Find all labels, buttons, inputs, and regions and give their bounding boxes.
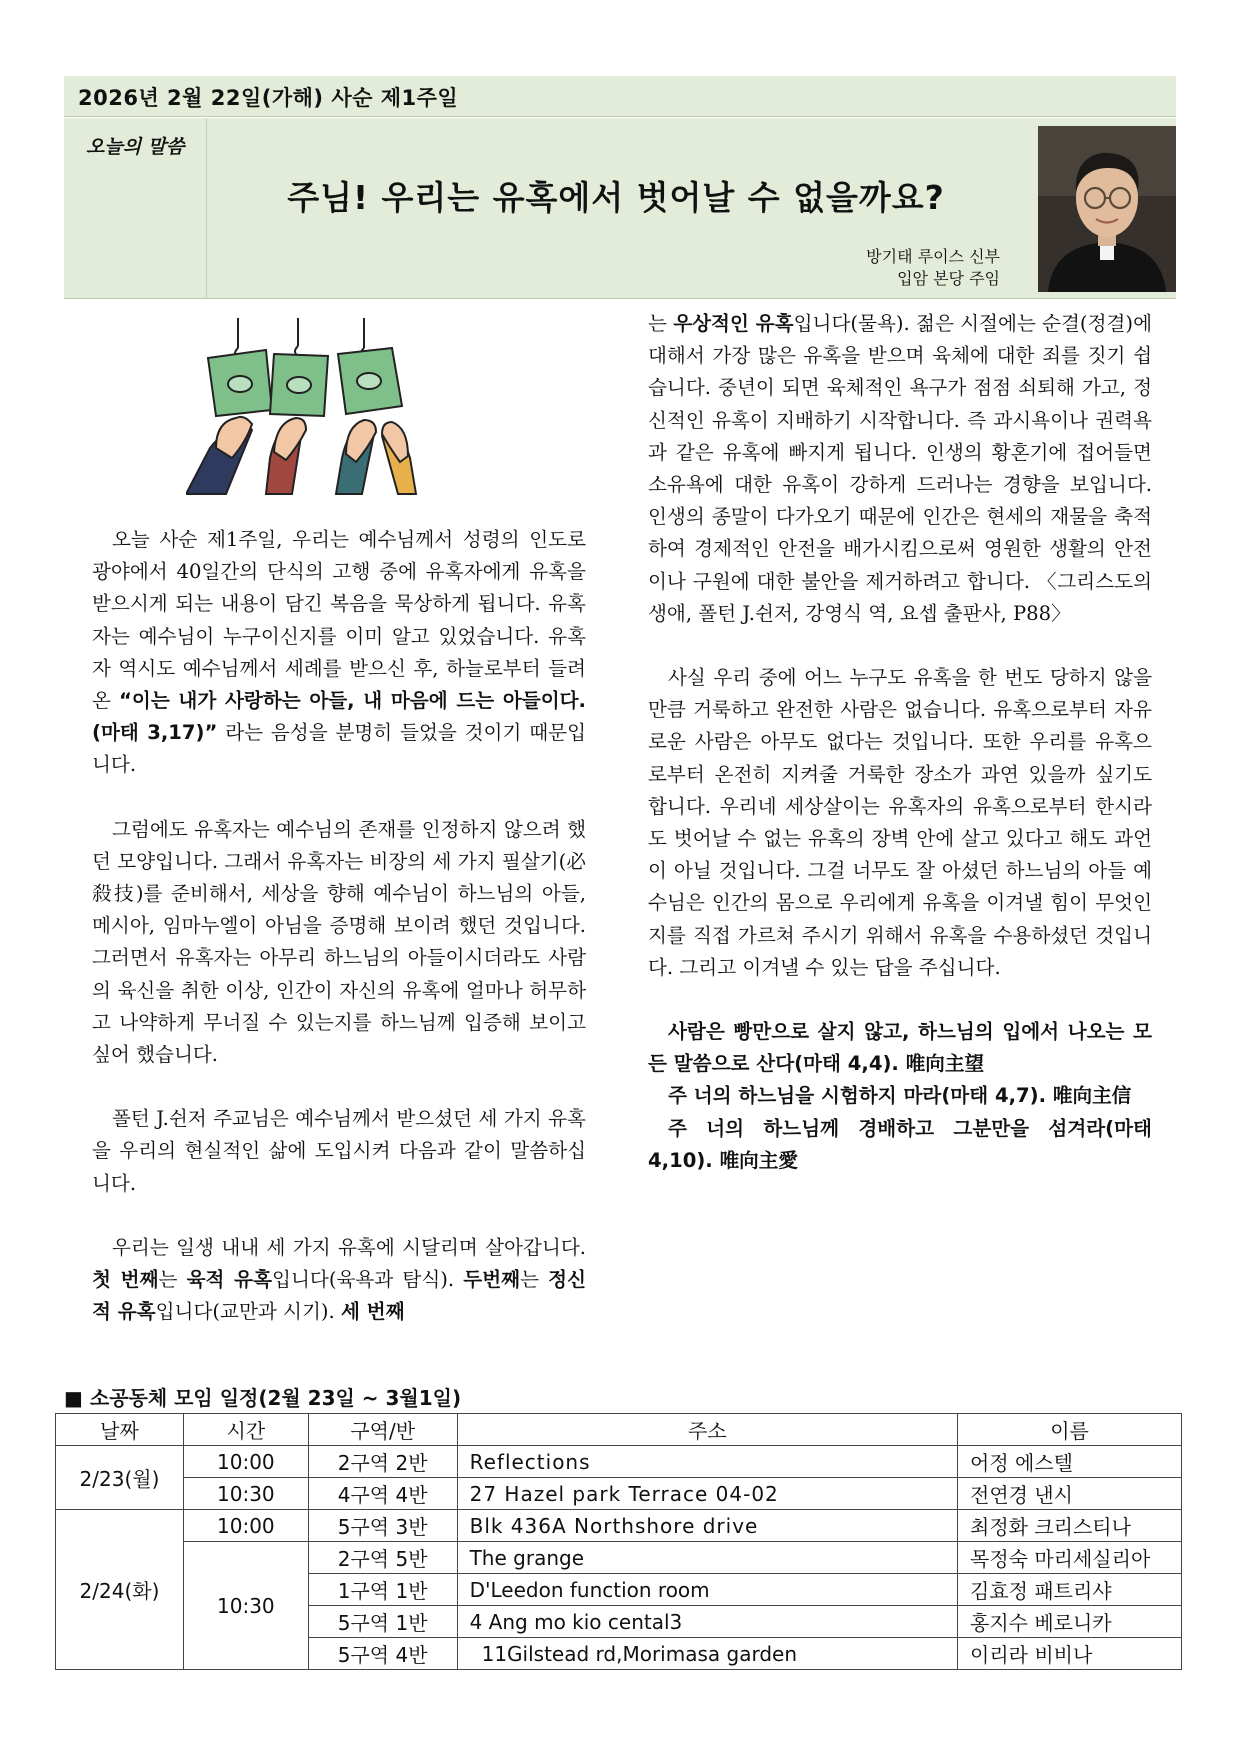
table-header-row	[56, 1414, 1182, 1446]
text-span: 는	[648, 312, 674, 335]
time-cell: 10:00	[183, 1446, 308, 1478]
section-label: 오늘의 말씀	[86, 136, 185, 158]
name-cell: 이리라 비비나	[958, 1638, 1182, 1670]
name-cell: 목정숙 마리세실리아	[958, 1542, 1182, 1574]
table-row	[56, 1542, 1182, 1574]
left-column	[92, 524, 586, 1328]
name-cell: 최정화 크리스티나	[958, 1510, 1182, 1542]
text-span: 우리는 일생 내내 세 가지 유혹에 시달리며 살아갑니다.	[112, 1235, 586, 1259]
right-column	[648, 308, 1152, 1177]
header-zone: 구역/반	[308, 1414, 457, 1446]
scripture-line-3	[648, 1113, 1152, 1177]
table-row	[56, 1510, 1182, 1542]
author-role: 입암 본당 주임	[897, 269, 1000, 288]
scripture-text: 사람은 빵만으로 살지 않고, 하느님의 입에서 나오는 모든 말씀으로 산다(마태 4,4). 唯向主望	[648, 1020, 1152, 1076]
address-cell: 11Gilstead rd,Morimasa garden	[457, 1638, 957, 1670]
text-span: 오늘 사순 제1주일, 우리는 예수님께서 성령의 인도로 광야에서 40일간의 단식의 고행 중에 유혹자에게 유혹을 받으시게 되는 내용이 담긴 복음을 묵상하게 됩니다. 유혹자는 예수님이 누구이신지를 이미 알고 있었습니다. 유혹자 역시도 예수님께서 세례를 받으신 후, 하늘로부터 들려온	[92, 528, 586, 713]
name-cell: 김효정 패트리샤	[958, 1574, 1182, 1606]
emphasis: 육적 유혹	[186, 1268, 273, 1292]
date-cell: 2/23(월)	[56, 1446, 184, 1510]
right-paragraph-2: 사실 우리 중에 어느 누구도 유혹을 한 번도 당하지 않을 만큼 거룩하고 완전한 사람은 없습니다. 유혹으로부터 자유로운 사람은 아무도 없다는 것입니다. 또한 우리를 유혹으로부터 온전히 지켜줄 거룩한 장소가 과연 있을까 싶기도 합니다. 우리네 세상살이는 유혹자의 유혹으로부터 한시라도 벗어날 수 없는 유혹의 장벽 안에 살고 있다고 해도 과언이 아닐 것입니다. 그걸 너무도 잘 아셨던 하느님의 아들 예수님은 인간의 몸으로 우리에게 유혹을 이겨낼 힘이 무엇인지를 직접 가르쳐 주시기 위해서 유혹을 수용하셨던 것입니다. 그리고 이겨낼 수 있는 답을 주십니다.	[648, 666, 1152, 979]
emphasis: 첫 번째	[92, 1268, 159, 1292]
table-row	[56, 1478, 1182, 1510]
address-cell: Blk 436A Northshore drive	[457, 1510, 957, 1542]
left-paragraph-2: 그럼에도 유혹자는 예수님의 존재를 인정하지 않으려 했던 모양입니다. 그래서 유혹자는 비장의 세 가지 필살기(必殺技)를 준비해서, 세상을 향해 예수님이 하느님의 아들, 메시아, 임마누엘이 아님을 증명해 보이려 했던 것입니다. 그러면서 유혹자는 아무리 하느님의 아들이시더라도 사람의 육신을 취한 이상, 인간이 자신의 유혹에 얼마나 허무하고 나약하게 무너질 수 있는지를 하느님께 입증해 보이고 싶어 했습니다.	[92, 817, 586, 1067]
left-paragraph-4	[92, 1232, 586, 1329]
emphasis: 우상적인 유혹	[673, 312, 794, 335]
money-temptation-illustration	[186, 318, 506, 504]
time-cell: 10:00	[183, 1510, 308, 1542]
table-row	[56, 1446, 1182, 1478]
address-cell: 4 Ang mo kio cental3	[457, 1606, 957, 1638]
zone-cell: 2구역 5반	[308, 1542, 457, 1574]
date-cell: 2/24(화)	[56, 1510, 184, 1670]
name-cell: 전연경 낸시	[958, 1478, 1182, 1510]
name-cell: 어정 에스텔	[958, 1446, 1182, 1478]
scripture-line-2	[648, 1080, 1152, 1112]
emphasis: 세 번째	[341, 1300, 405, 1324]
date-bar	[64, 76, 1176, 117]
money-temptation-hands-icon	[186, 318, 506, 504]
priest-portrait-icon	[1038, 126, 1176, 292]
left-paragraph-3: 폴턴 J.쉰저 주교님은 예수님께서 받으셨던 세 가지 유혹을 우리의 현실적인 삶에 도입시켜 다음과 같이 말씀하십니다.	[92, 1107, 586, 1195]
zone-cell: 5구역 4반	[308, 1638, 457, 1670]
zone-cell: 2구역 2반	[308, 1446, 457, 1478]
header-name: 이름	[958, 1414, 1182, 1446]
author-block	[866, 246, 1000, 290]
zone-cell: 5구역 1반	[308, 1606, 457, 1638]
zone-cell: 4구역 4반	[308, 1478, 457, 1510]
time-cell: 10:30	[183, 1478, 308, 1510]
scripture-text: 주 너의 하느님을 시험하지 마라(마태 4,7). 唯向主信	[668, 1084, 1132, 1108]
right-paragraph-1	[648, 308, 1152, 630]
text-span: 입니다(교만과 시기).	[155, 1300, 342, 1324]
scripture-line-1	[648, 1016, 1152, 1080]
header-time: 시간	[183, 1414, 308, 1446]
name-cell: 홍지수 베로니카	[958, 1606, 1182, 1638]
text-span: 입니다(육욕과 탐식).	[272, 1268, 464, 1292]
schedule-table	[55, 1413, 1182, 1670]
scripture-quote: “이는 내가 사랑하는 아들, 내 마음에 드는 아들이다. (마태 3,17)”	[92, 689, 587, 745]
address-cell: D'Leedon function room	[457, 1574, 957, 1606]
text-span: 는	[158, 1268, 187, 1292]
header-date: 날짜	[56, 1414, 184, 1446]
text-span: 입니다(물욕). 젊은 시절에는 순결(정결)에 대해서 가장 많은 유혹을 받으며 육체에 대한 죄를 짓기 쉽습니다. 중년이 되면 육체적인 욕구가 점점 쇠퇴해 가고, 정신적인 유혹이 지배하기 시작합니다. 즉 과시욕이나 권력욕과 같은 유혹에 빠지게 됩니다. 인생의 황혼기에 접어들면 소유욕에 대한 유혹이 강하게 드러나는 경향을 보입니다. 인생의 종말이 다가오기 때문에 인간은 현세의 재물을 축적하여 경제적인 안전을 배가시킴으로써 영원한 생활의 안전이나 구원에 대한 불안을 제거하려고 합니다. 〈그리스도의 생애, 폴턴 J.쉰저, 강영식 역, 요셉 출판사, P88〉	[648, 312, 1153, 625]
sermon-header	[64, 118, 1176, 299]
schedule-title: ■ 소공동체 모임 일정(2월 23일 ~ 3월1일)	[64, 1386, 462, 1410]
sermon-title: 주님! 우리는 유혹에서 벗어날 수 없을까요?	[287, 178, 945, 217]
date-line: 2026년 2월 22일(가해) 사순 제1주일	[78, 86, 459, 110]
address-cell: Reflections	[457, 1446, 957, 1478]
zone-cell: 1구역 1반	[308, 1574, 457, 1606]
zone-cell: 5구역 3반	[308, 1510, 457, 1542]
scripture-text: 주 너의 하느님께 경배하고 그분만을 섬겨라(마태 4,10). 唯向主愛	[648, 1116, 1152, 1172]
text-span: 는	[520, 1268, 549, 1292]
time-cell: 10:30	[183, 1542, 308, 1670]
address-cell: The grange	[457, 1542, 957, 1574]
header-address: 주소	[457, 1414, 957, 1446]
emphasis: 두번째	[463, 1268, 521, 1292]
text-span: 라는 음성을 분명히 들었을 것이기 때문입니다.	[92, 721, 586, 777]
priest-portrait-photo	[1038, 126, 1176, 292]
address-cell: 27 Hazel park Terrace 04-02	[457, 1478, 957, 1510]
author-name: 방기태 루이스 신부	[866, 247, 1000, 266]
left-paragraph-1	[92, 524, 586, 782]
emphasis: 정신적 유혹	[92, 1268, 586, 1324]
